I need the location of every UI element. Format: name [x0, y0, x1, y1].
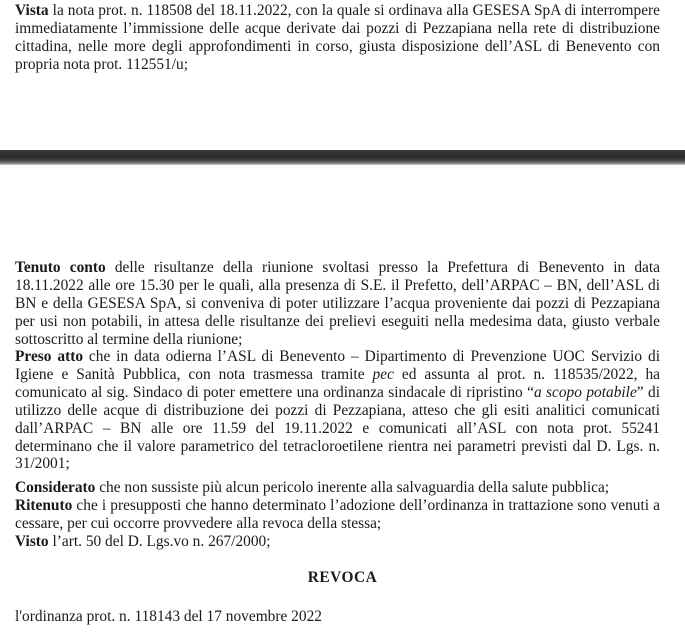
document-page-top: [0, 0, 685, 150]
lead-considerato: Considerato: [15, 479, 96, 496]
lead-ritenuto: Ritenuto: [15, 497, 73, 514]
paragraph-tenuto-conto: [15, 259, 660, 349]
lead-vista: Vista: [15, 2, 49, 19]
preso-atto-text-1: che in data odierna l’ASL di Benevento – Dipartimento di Prevenzione UOC Servizio di Igiene e Sanità Pubblica, con nota trasmessa tramite: [15, 348, 660, 383]
lead-preso-atto: Preso atto: [15, 348, 84, 365]
tenuto-conto-text: delle risultanze della riunione svoltasi presso la Prefettura di Benevento in data 18.11.2022 alle ore 15.30 per le quali, alla presenza di S.E. il Prefetto, dell’ARPAC – BN, dell’ASL di BN e della GESESA SpA, si conveniva di poter utilizzare l’acqua proveniente dai pozzi di Pezzapiana per usi non potabili, in attesa delle risultanze dei prelievi eseguiti nella medesima data, giusto verbale sottoscritto al termine della riunione;: [15, 259, 660, 348]
paragraph-considerato: [15, 479, 660, 497]
paragraph-vista-nota: [15, 2, 660, 74]
paragraph-ritenuto: [15, 497, 660, 533]
paragraph-ordinanza: l'ordinanza prot. n. 118143 del 17 novembre 2022: [15, 608, 322, 625]
preso-atto-italic-scopo: a scopo potabile: [533, 383, 637, 401]
preso-atto-text-3: ” di utilizzo delle acque di distribuzione dei pozzi di Pezzapiana, atteso che gli esiti analitici comunicati dall’ARPAC – BN alle ore 11.59 del 19.11.2022 e comunicati all’ASL con nota prot. 55241 determinano che il valore parametrico del tetracloroetilene rientra nei parametri previsti dal D. Lgs. n. 31/2001;: [15, 383, 660, 473]
lead-visto-art: Visto: [15, 533, 49, 550]
paragraph-visto-art: [15, 533, 660, 551]
page-divider: [0, 150, 685, 165]
revoca-title: REVOCA: [307, 569, 378, 586]
ritenuto-text: che i presupposti che hanno determinato l’adozione dell’ordinanza in trattazione sono venuti a cessare, per cui occorre provvedere alla revoca della stessa;: [15, 497, 660, 532]
preso-atto-text-2: ed assunta al prot. n. 118535/2022, ha comunicato al sig. Sindaco di poter emettere una ordinanza sindacale di ripristino “: [15, 365, 661, 401]
visto-art-text: l’art. 50 del D. Lgs.vo n. 267/2000;: [48, 533, 271, 550]
paragraph-preso-atto: [15, 348, 660, 473]
preso-atto-italic-pec: pec: [372, 365, 394, 383]
lead-tenuto-conto: Tenuto conto: [15, 259, 106, 276]
vista-nota-text: la nota prot. n. 118508 del 18.11.2022, con la quale si ordinava alla GESESA SpA di interrompere immediatamente l’immissione delle acque derivate dai pozzi di Pezzapiana nella rete di distribuzione cittadina, nelle more degli approfondimenti in corso, giusta disposizione dell’ASL di Benevento con propria nota prot. 112551/u;: [15, 2, 660, 73]
considerato-text: che non sussiste più alcun pericolo inerente alla salvaguardia della salute pubblica;: [95, 479, 610, 496]
document-page-bottom: [0, 165, 685, 637]
